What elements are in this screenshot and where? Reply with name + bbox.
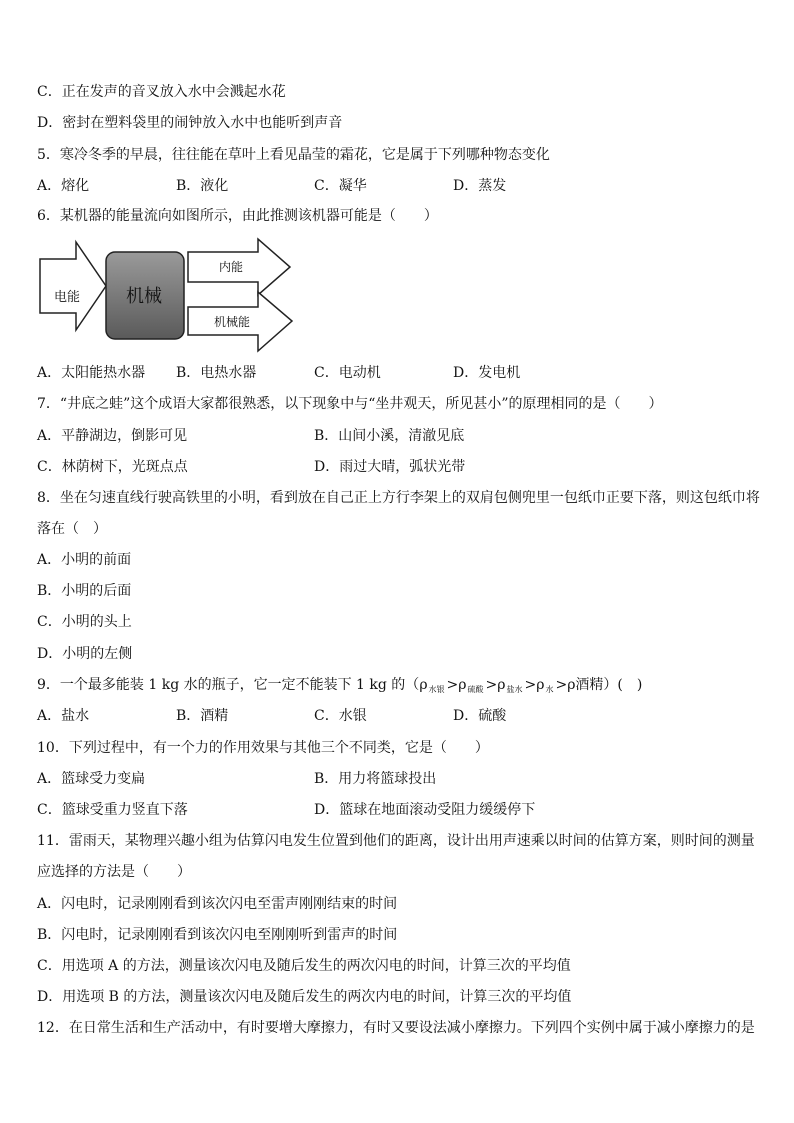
question-7: 7．“井底之蛙”这个成语大家都很熟悉，以下现象中与“坐井观天，所见甚小”的原理相同的是（ ） [37,396,663,412]
question-8-line-1: 8．坐在匀速直线行驶高铁里的小明，看到放在自己正上方行李架上的双肩包侧兜里一包纸巾正要下落，则这包纸巾将 [37,490,760,506]
q8-option-c: C．小明的头上 [37,614,132,630]
q8-option-b: B．小明的后面 [37,583,132,599]
q7-option-b: B．山间小溪，清澈见底 [314,428,465,444]
q6-option-c: C．电动机 [314,365,381,381]
question-5: 5．寒冷冬季的早晨，往往能在草叶上看见晶莹的霜花，它是属于下列哪种物态变化 [37,147,550,163]
q10-option-c: C．篮球受重力竖直下落 [37,802,188,818]
q5-option-a: A．熔化 [37,178,90,194]
q9-option-a: A．盐水 [37,708,90,724]
question-11-line-2: 应选择的方法是（ ） [37,864,191,880]
question-10: 10．下列过程中，有一个力的作用效果与其他三个不同类，它是（ ） [37,740,489,756]
q10-option-d: D．篮球在地面滚动受阻力缓缓停下 [314,802,536,818]
q7-option-c: C．林荫树下，光斑点点 [37,459,188,475]
option-d-previous-question: D．密封在塑料袋里的闹钟放入水中也能听到声音 [37,115,343,131]
machine-label: 机械 [126,286,162,307]
rho-subscript-water: 水 [545,685,554,694]
input-arrow [40,242,106,330]
q7-option-d: D．雨过大晴，弧状光带 [314,459,466,475]
q7-option-a: A．平静湖边，倒影可见 [37,428,188,444]
option-c-previous-question: C．正在发声的音叉放入水中会溅起水花 [37,84,286,100]
rho-subscript-mercury: 水银 [428,685,445,694]
q5-option-d: D．蒸发 [453,178,507,194]
input-arrow-label: 电能 [54,290,81,305]
q5-option-b: B．液化 [176,178,229,194]
q10-option-b: B．用力将篮球投出 [314,771,437,787]
output-arrow-bottom-label: 机械能 [214,315,251,329]
q9-option-c: C．水银 [314,708,367,724]
question-6: 6．某机器的能量流向如图所示，由此推测该机器可能是（ ） [37,208,438,224]
q6-option-d: D．发电机 [453,365,521,381]
q11-option-a: A．闪电时，记录刚刚看到该次闪电至雷声刚刚结束的时间 [37,896,398,912]
question-12: 12．在日常生活和生产活动中，有时要增大摩擦力，有时又要设法减小摩擦力。下列四个实例中属于减小摩擦力的是 [37,1020,755,1036]
q6-option-b: B．电热水器 [176,365,257,381]
question-8-line-2: 落在（ ） [37,521,107,537]
q9-option-d: D．硫酸 [453,708,507,724]
output-arrow-top-label: 内能 [219,260,244,274]
q11-option-b: B．闪电时，记录刚刚看到该次闪电至刚刚听到雷声的时间 [37,927,398,943]
q9-text-end: 酒精）( ) [575,677,643,693]
q5-option-c: C．凝华 [314,178,367,194]
q11-option-d: D．用选项 B 的方法，测量该次闪电及随后发生的两次内电的时间，计算三次的平均值 [37,989,572,1005]
q8-option-a: A．小明的前面 [37,552,132,568]
q8-option-d: D．小明的左侧 [37,646,133,662]
question-9: 9．一个最多能装 1 kg 水的瓶子，它一定不能装下 1 kg 的（$\rho_{水银} >\rho_{硫酸} >\rho_{盐水} >\rho_水 >\rho$酒精）( ) [37,677,643,694]
q10-option-a: A．篮球受力变扁 [37,771,146,787]
rho-subscript-sulfuric-acid: 硫酸 [467,685,484,694]
q9-text: 9．一个最多能装 1 kg 水的瓶子，它一定不能装下 1 kg 的（ [37,677,420,693]
q6-option-a: A．太阳能热水器 [37,365,146,381]
q9-option-b: B．酒精 [176,708,229,724]
energy-flow-diagram [38,236,298,354]
q11-option-c: C．用选项 A 的方法，测量该次闪电及随后发生的两次闪电的时间，计算三次的平均值 [37,958,571,974]
question-11-line-1: 11．雷雨天，某物理兴趣小组为估算闪电发生位置到他们的距离，设计出用声速乘以时间的估算方案，则时间的测量 [37,833,755,849]
rho-subscript-salt-water: 盐水 [506,685,523,694]
